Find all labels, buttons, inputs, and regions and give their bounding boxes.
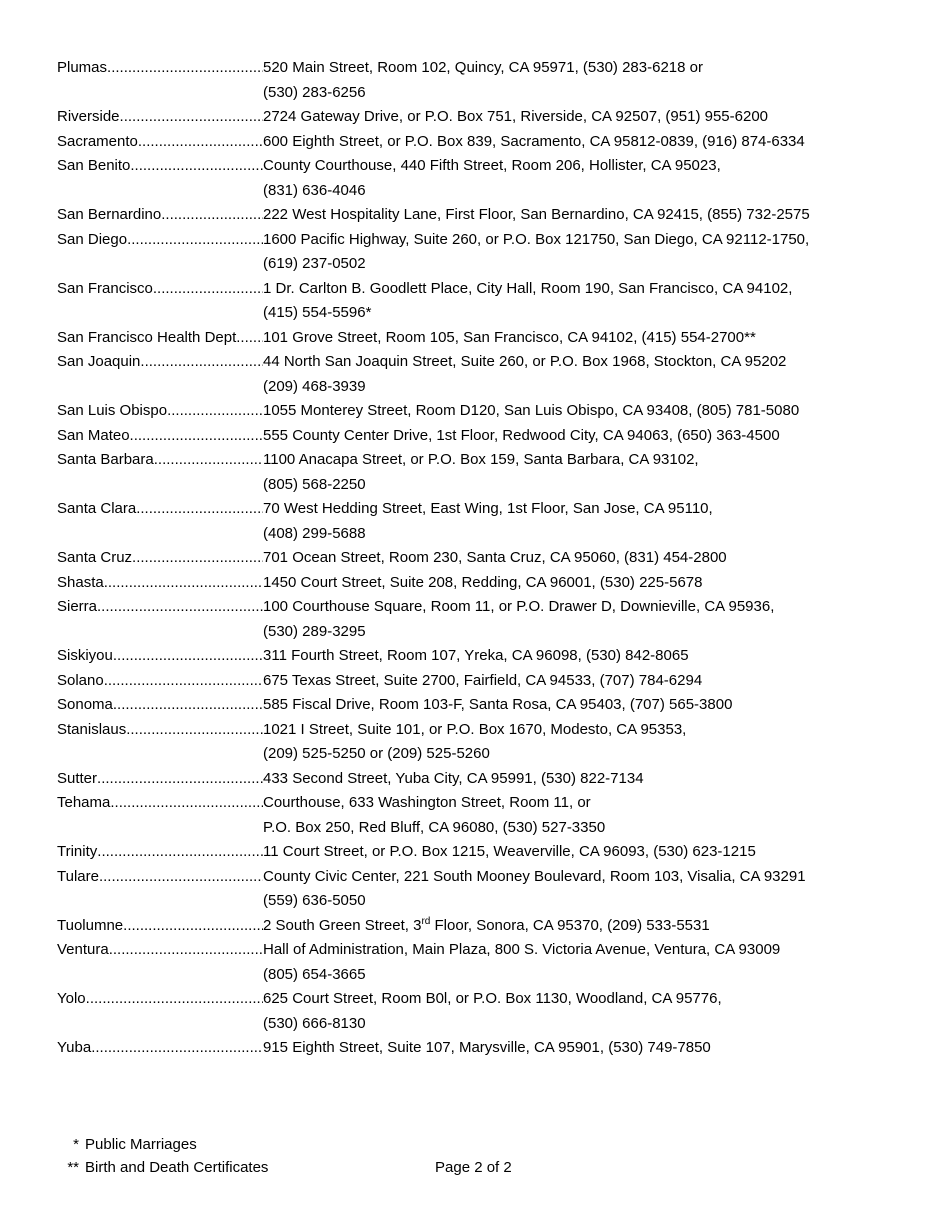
address-line: (619) 237-0502: [263, 255, 366, 272]
county-name: San Joaquin: [57, 353, 141, 370]
dot-leader: [161, 203, 263, 228]
county-name-cell: [57, 840, 263, 865]
county-entry-row: [57, 228, 900, 277]
footnote-row: [57, 1133, 900, 1156]
address-line: 1021 I Street, Suite 101, or P.O. Box 1670, Modesto, CA 95353,: [263, 720, 687, 738]
dot-leader: [126, 718, 263, 743]
address-cell: [263, 595, 900, 644]
dot-leader: [113, 693, 263, 718]
county-name: Tuolumne: [57, 916, 124, 934]
county-name-cell: [57, 938, 263, 963]
address-line: (530) 666-8130: [263, 1014, 366, 1032]
county-entry-row: [57, 987, 900, 1036]
county-name-cell: [57, 914, 263, 939]
address-line: 101 Grove Street, Room 105, San Francisco, CA 94102, (415) 554-2700**: [263, 328, 756, 346]
address-cell: [263, 130, 900, 155]
county-name-cell: [57, 326, 263, 351]
county-name: Sutter: [57, 769, 98, 787]
county-name-cell: [57, 865, 263, 890]
address-cell: [263, 693, 900, 718]
county-name-cell: [57, 767, 263, 792]
county-name: Santa Barbara: [57, 451, 154, 468]
dot-leader: [136, 497, 263, 522]
address-line: 520 Main Street, Room 102, Quincy, CA 95971, (530) 283-6218 or: [263, 59, 703, 76]
address-line: 555 County Center Drive, 1st Floor, Redwood City, CA 94063, (650) 363-4500: [263, 426, 780, 444]
dot-leader: [97, 595, 263, 620]
county-name: Yolo: [57, 990, 86, 1007]
county-name: Santa Cruz: [57, 549, 133, 566]
address-line: 2 South Green Street, 3rd Floor, Sonora, CA 95370, (209) 533-5531: [263, 915, 710, 934]
address-line: 625 Court Street, Room B0l, or P.O. Box 1130, Woodland, CA 95776,: [263, 990, 722, 1007]
address-line: 1 Dr. Carlton B. Goodlett Place, City Hall, Room 190, San Francisco, CA 94102,: [263, 279, 793, 297]
county-entry-row: [57, 571, 900, 596]
address-line: (530) 283-6256: [263, 83, 366, 101]
county-name: San Francisco Health Dept.: [57, 328, 241, 346]
dot-leader: [86, 987, 263, 1012]
county-entry-row: [57, 154, 900, 203]
county-name: Siskiyou: [57, 647, 113, 664]
county-name: San Francisco: [57, 279, 153, 297]
address-cell: [263, 448, 900, 497]
dot-leader: [153, 277, 263, 302]
address-cell: [263, 987, 900, 1036]
address-line: 1600 Pacific Highway, Suite 260, or P.O. Box 121750, San Diego, CA 92112-1750,: [263, 230, 810, 248]
dot-leader: [130, 424, 263, 449]
county-entry-row: [57, 497, 900, 546]
county-name-cell: [57, 546, 263, 571]
county-name: Santa Clara: [57, 500, 137, 517]
county-name-cell: [57, 693, 263, 718]
county-name-cell: [57, 987, 263, 1012]
county-name: Solano: [57, 671, 104, 689]
dot-leader: [127, 228, 263, 253]
dot-leader: [130, 154, 263, 179]
county-name: Tehama: [57, 794, 111, 811]
county-entry-row: [57, 326, 900, 351]
county-name-cell: [57, 154, 263, 179]
county-entry-row: [57, 130, 900, 155]
address-cell: [263, 399, 900, 424]
address-line: (530) 289-3295: [263, 622, 366, 640]
address-line: 433 Second Street, Yuba City, CA 95991, (530) 822-7134: [263, 769, 644, 787]
dot-leader: [110, 791, 263, 816]
dot-leader: [107, 56, 263, 81]
address-cell: [263, 571, 900, 596]
county-entry-row: [57, 938, 900, 987]
address-line: (805) 568-2250: [263, 475, 366, 493]
county-name: Yuba: [57, 1039, 92, 1056]
address-line: 70 West Hedding Street, East Wing, 1st Floor, San Jose, CA 95110,: [263, 500, 713, 517]
address-line: 585 Fiscal Drive, Room 103-F, Santa Rosa, CA 95403, (707) 565-3800: [263, 696, 733, 713]
county-name-cell: [57, 669, 263, 694]
county-entry-row: [57, 840, 900, 865]
dot-leader: [97, 840, 263, 865]
dot-leader: [154, 448, 263, 473]
address-line: County Civic Center, 221 South Mooney Boulevard, Room 103, Visalia, CA 93291: [263, 867, 806, 885]
address-cell: [263, 865, 900, 914]
address-line: 701 Ocean Street, Room 230, Santa Cruz, CA 95060, (831) 454-2800: [263, 549, 727, 566]
county-name: Plumas: [57, 59, 108, 76]
dot-leader: [120, 105, 263, 130]
county-name-cell: [57, 1036, 263, 1061]
dot-leader: [167, 399, 263, 424]
address-cell: [263, 938, 900, 987]
address-line: (209) 468-3939: [263, 377, 366, 395]
dot-leader: [132, 546, 263, 571]
county-name: Trinity: [57, 843, 98, 860]
county-entry-row: [57, 203, 900, 228]
county-entry-row: [57, 791, 900, 840]
county-name: San Bernardino: [57, 206, 162, 223]
address-line: P.O. Box 250, Red Bluff, CA 96080, (530) 527-3350: [263, 818, 606, 836]
county-entry-row: [57, 424, 900, 449]
address-cell: [263, 767, 900, 792]
address-line: (559) 636-5050: [263, 892, 366, 909]
county-entry-row: [57, 767, 900, 792]
address-cell: [263, 203, 900, 228]
address-line: (805) 654-3665: [263, 965, 366, 983]
county-name: San Mateo: [57, 426, 130, 444]
county-name-cell: [57, 424, 263, 449]
address-cell: [263, 277, 900, 326]
address-cell: [263, 105, 900, 130]
county-name-cell: [57, 130, 263, 155]
county-name-cell: [57, 497, 263, 522]
county-entry-row: [57, 56, 900, 105]
address-line: County Courthouse, 440 Fifth Street, Room 206, Hollister, CA 95023,: [263, 157, 721, 174]
county-name-cell: [57, 571, 263, 596]
dot-leader: [97, 767, 263, 792]
dot-leader: [113, 644, 263, 669]
address-cell: [263, 644, 900, 669]
address-cell: [263, 718, 900, 767]
address-cell: [263, 154, 900, 203]
address-line: 1055 Monterey Street, Room D120, San Luis Obispo, CA 93408, (805) 781-5080: [263, 402, 800, 419]
county-entry-row: [57, 865, 900, 914]
county-name-cell: [57, 203, 263, 228]
address-cell: [263, 228, 900, 277]
county-name-cell: [57, 399, 263, 424]
address-cell: [263, 56, 900, 105]
dot-leader: [99, 865, 263, 890]
county-name: Sonoma: [57, 696, 113, 713]
address-cell: [263, 840, 900, 865]
dot-leader: [138, 130, 263, 155]
county-name: Ventura: [57, 941, 109, 958]
county-name: Sacramento: [57, 132, 138, 150]
county-name-cell: [57, 105, 263, 130]
footnote-label: Public Marriages: [85, 1135, 197, 1153]
county-name: Stanislaus: [57, 720, 127, 738]
county-entry-row: [57, 277, 900, 326]
county-entry-row: [57, 669, 900, 694]
ordinal-superscript: rd: [421, 915, 431, 927]
address-line: Courthouse, 633 Washington Street, Room 11, or: [263, 794, 591, 811]
county-entry-row: [57, 546, 900, 571]
county-name-cell: [57, 350, 263, 375]
dot-leader: [123, 914, 263, 939]
address-line: 915 Eighth Street, Suite 107, Marysville, CA 95901, (530) 749-7850: [263, 1039, 711, 1056]
county-directory: [57, 56, 900, 1061]
address-cell: [263, 669, 900, 694]
address-line: Hall of Administration, Main Plaza, 800 S. Victoria Avenue, Ventura, CA 93009: [263, 941, 781, 958]
address-line: 675 Texas Street, Suite 2700, Fairfield, CA 94533, (707) 784-6294: [263, 671, 703, 689]
county-name: Sierra: [57, 598, 98, 615]
county-name: Shasta: [57, 573, 104, 591]
address-line: (209) 525-5250 or (209) 525-5260: [263, 745, 490, 762]
county-entry-row: [57, 914, 900, 939]
county-entry-row: [57, 595, 900, 644]
dot-leader: [104, 571, 263, 596]
address-line: 44 North San Joaquin Street, Suite 260, or P.O. Box 1968, Stockton, CA 95202: [263, 353, 787, 370]
address-line: 1100 Anacapa Street, or P.O. Box 159, Santa Barbara, CA 93102,: [263, 451, 699, 468]
county-entry-row: [57, 350, 900, 399]
county-entry-row: [57, 718, 900, 767]
county-name: San Luis Obispo: [57, 402, 168, 419]
address-line: (831) 636-4046: [263, 181, 366, 199]
footnote-marker: **: [67, 1158, 79, 1176]
county-name-cell: [57, 56, 263, 81]
county-name-cell: [57, 228, 263, 253]
county-name-cell: [57, 277, 263, 302]
footnote-label: Birth and Death Certificates: [85, 1158, 269, 1176]
county-name-cell: [57, 595, 263, 620]
county-entry-row: [57, 1036, 900, 1061]
county-entry-row: [57, 448, 900, 497]
address-cell: [263, 424, 900, 449]
footnote-marker: *: [73, 1135, 79, 1153]
county-name-cell: [57, 718, 263, 743]
address-cell: [263, 914, 900, 939]
address-line: 1450 Court Street, Suite 208, Redding, CA 96001, (530) 225-5678: [263, 573, 703, 591]
county-name-cell: [57, 644, 263, 669]
county-name: Riverside: [57, 108, 120, 125]
county-name: San Diego: [57, 230, 128, 248]
address-line: 100 Courthouse Square, Room 11, or P.O. Drawer D, Downieville, CA 95936,: [263, 598, 775, 615]
address-line: 600 Eighth Street, or P.O. Box 839, Sacramento, CA 95812-0839, (916) 874-6334: [263, 132, 805, 150]
address-line: (408) 299-5688: [263, 524, 366, 542]
address-line: 11 Court Street, or P.O. Box 1215, Weaverville, CA 96093, (530) 623-1215: [263, 843, 756, 860]
page-number-label: Page 2 of 2: [435, 1158, 512, 1176]
address-cell: [263, 326, 900, 351]
county-entry-row: [57, 644, 900, 669]
address-line: 311 Fourth Street, Room 107, Yreka, CA 96098, (530) 842-8065: [263, 647, 689, 664]
county-name: Tulare: [57, 867, 99, 885]
dot-leader: [240, 326, 263, 351]
address-cell: [263, 350, 900, 399]
address-cell: [263, 546, 900, 571]
address-line: (415) 554-5596*: [263, 304, 372, 321]
address-line: 222 West Hospitality Lane, First Floor, San Bernardino, CA 92415, (855) 732-2575: [263, 206, 810, 223]
county-entry-row: [57, 105, 900, 130]
page-footer: [57, 1133, 900, 1179]
dot-leader: [140, 350, 263, 375]
address-cell: [263, 1036, 900, 1061]
dot-leader: [91, 1036, 263, 1061]
county-name-cell: [57, 791, 263, 816]
address-line: 2724 Gateway Drive, or P.O. Box 751, Riverside, CA 92507, (951) 955-6200: [263, 108, 769, 125]
dot-leader: [104, 669, 263, 694]
county-name: San Benito: [57, 157, 131, 174]
address-cell: [263, 497, 900, 546]
county-entry-row: [57, 399, 900, 424]
county-name-cell: [57, 448, 263, 473]
dot-leader: [109, 938, 263, 963]
address-cell: [263, 791, 900, 840]
county-entry-row: [57, 693, 900, 718]
